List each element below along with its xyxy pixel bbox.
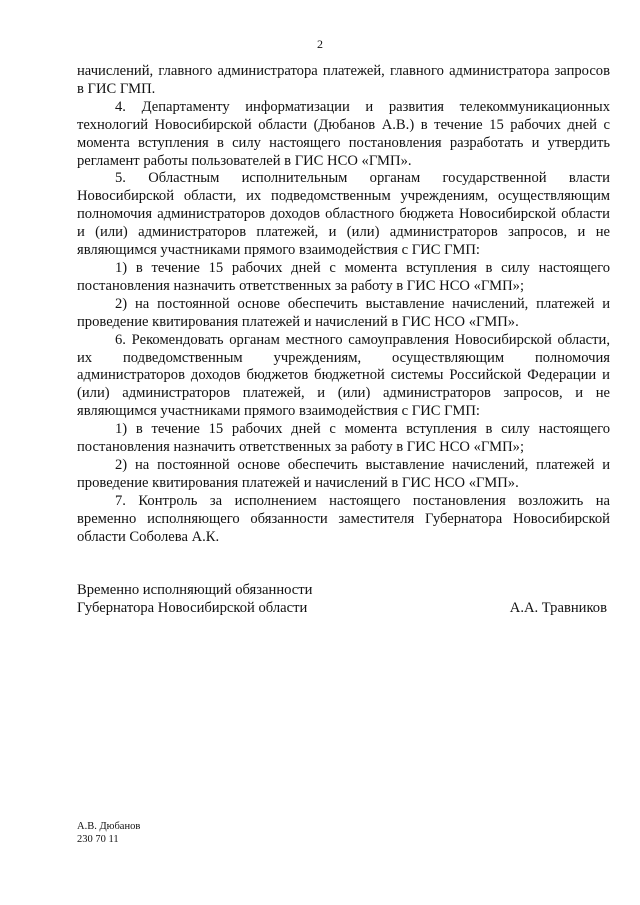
executor-name: А.В. Дюбанов: [77, 821, 141, 832]
paragraph-item-7: 7. Контроль за исполнением настоящего постановления возложить на временно исполняющего обязанности заместителя Губернатора Новосибирской области Соболева А.К.: [77, 492, 610, 545]
executor-phone: 230 70 11: [77, 834, 119, 845]
paragraph-intro-continuation: начислений, главного администратора платежей, главного администратора запросов в ГИС ГМП.: [77, 63, 610, 97]
signature-block: [77, 581, 610, 617]
page-number: 2: [317, 37, 323, 51]
paragraph-item-6-subitem-2: 2) на постоянной основе обеспечить выставление начислений, платежей и проведение квитирования платежей и начислений в ГИС НСО «ГМП».: [77, 456, 610, 491]
paragraph-item-5-subitem-1: 1) в течение 15 рабочих дней с момента вступления в силу настоящего постановления назначить ответственных за работу в ГИС НСО «ГМП»;: [77, 259, 610, 294]
paragraph-item-6-subitem-1: 1) в течение 15 рабочих дней с момента вступления в силу настоящего постановления назначить ответственных за работу в ГИС НСО «ГМП»;: [77, 421, 610, 456]
signatory-position-line-2: Губернатора Новосибирской области: [77, 600, 308, 616]
document-body: [77, 63, 610, 546]
paragraph-item-6: 6. Рекомендовать органам местного самоуправления Новосибирской области, их подведомственным учреждениям, осуществляющим полномочия администраторов доходов бюджетов бюджетной системы Российской Федерации и (или) администраторов платежей, и (или) администраторов запросов, и не являющимся участниками прямого взаимодействия с ГИС ГМП:: [77, 331, 610, 420]
executor-footer: [77, 820, 140, 846]
paragraph-item-5: 5. Областным исполнительным органам государственной власти Новосибирской области, их подведомственным учреждениям, осуществляющим полномочия администраторов доходов областного бюджета Новосибирской области и (или) администраторов платежей, и (или) администраторов запросов, и не являющимся участниками прямого взаимодействия с ГИС ГМП:: [77, 170, 610, 259]
signatory-name: А.А. Травников: [509, 600, 607, 616]
paragraph-item-5-subitem-2: 2) на постоянной основе обеспечить выставление начислений, платежей и проведение квитирования платежей и начислений в ГИС НСО «ГМП».: [77, 295, 610, 330]
signatory-position-line-1: Временно исполняющий обязанности: [77, 582, 313, 598]
signature-line: [77, 599, 610, 617]
paragraph-item-4: 4. Департаменту информатизации и развития телекоммуникационных технологий Новосибирской области (Дюбанов А.В.) в течение 15 рабочих дней с момента вступления в силу настоящего постановления разработать и утвердить регламент работы пользователей в ГИС НСО «ГМП».: [77, 98, 610, 169]
